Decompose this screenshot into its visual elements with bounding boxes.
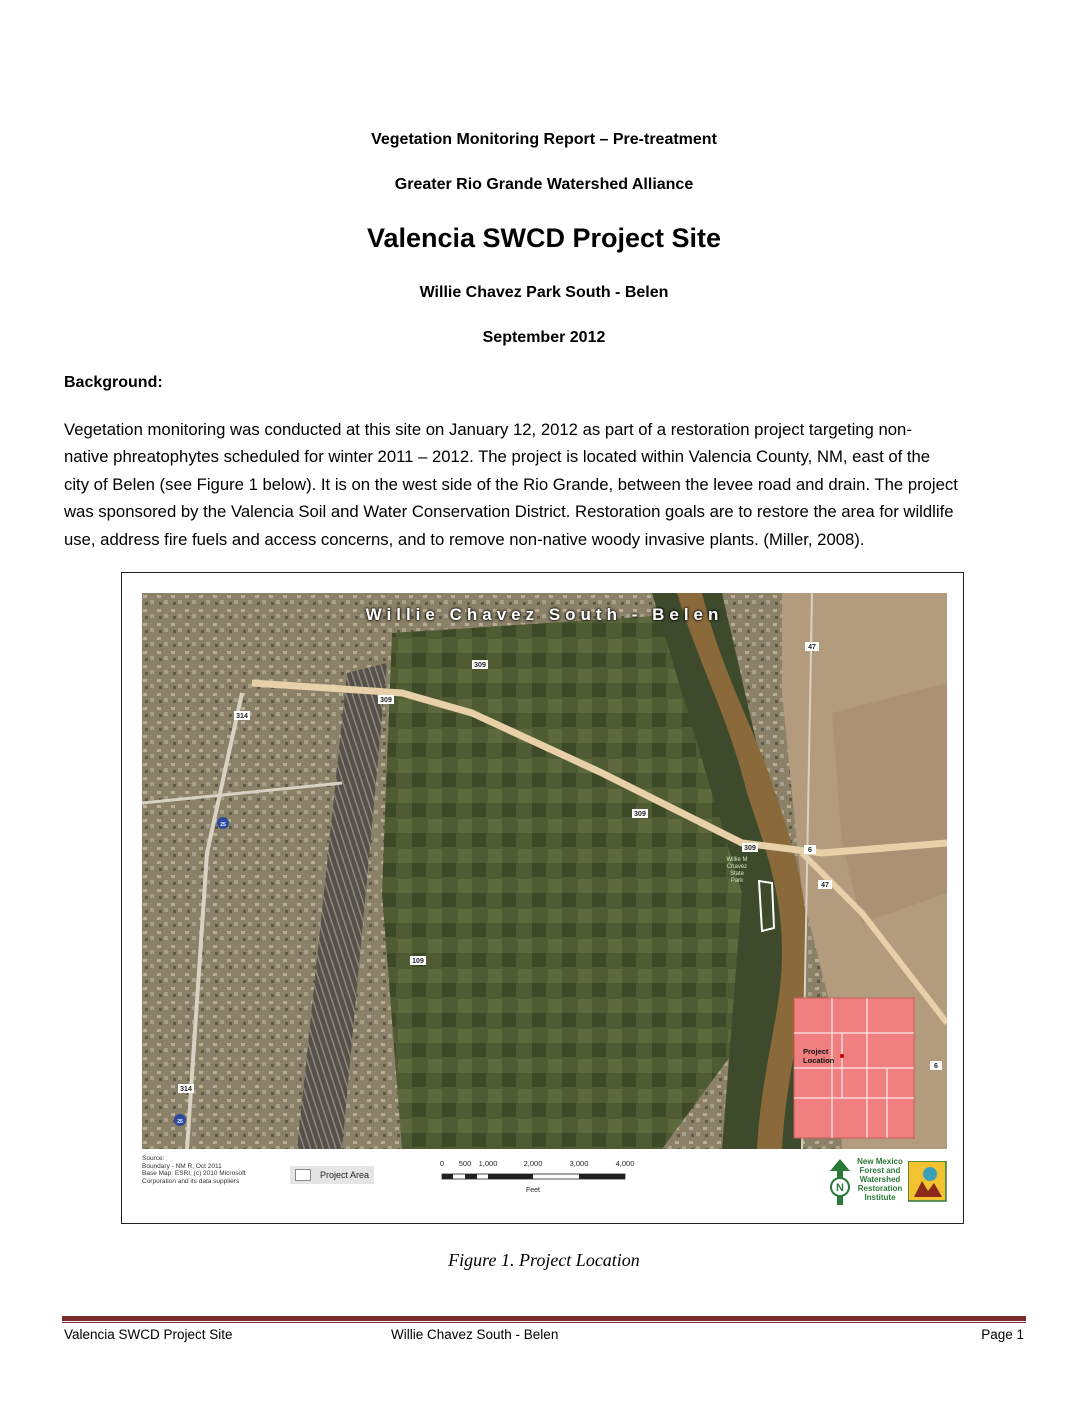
road-label: 47 xyxy=(808,644,816,651)
site-subtitle: Willie Chavez Park South - Belen xyxy=(419,284,669,301)
report-title: Vegetation Monitoring Report – Pre-treatment xyxy=(371,131,717,148)
map-source-text: Source: Boundary - NM R, Oct 2011 Base Map: ESRI, (c) 2010 Microsoft Corporation and its data suppliers xyxy=(142,1155,246,1185)
new-mexico-inset xyxy=(794,998,914,1138)
aerial-map-graphic xyxy=(142,593,947,1149)
scale-tick-label: 4,000 xyxy=(615,1159,635,1168)
logo-text-line: Institute xyxy=(864,1193,896,1202)
scale-tick-label: 500 xyxy=(458,1159,472,1168)
park-label: Chavez xyxy=(726,864,748,870)
scale-tick-label: 0 xyxy=(439,1159,445,1168)
map-title: Willie Chavez South - Belen xyxy=(365,605,724,624)
scale-unit-label: Feet xyxy=(526,1187,541,1194)
paragraph-line: native phreatophytes scheduled for winter 2011 – 2012. The project is located within Valencia County, NM, east of the xyxy=(64,447,931,467)
road-label: 309 xyxy=(380,697,392,704)
report-date: September 2012 xyxy=(482,329,606,346)
road-label: 109 xyxy=(412,958,424,965)
road-label: 309 xyxy=(474,662,486,669)
park-label: Willie M xyxy=(726,857,748,863)
footer-rule xyxy=(62,1316,1026,1321)
road-label: 309 xyxy=(634,811,646,818)
scale-tick-label: 1,000 xyxy=(478,1159,498,1168)
road-label: 25 xyxy=(220,822,226,828)
background-heading: Background: xyxy=(64,374,163,391)
aerial-map xyxy=(142,593,947,1149)
footer-rule-thin xyxy=(62,1322,1026,1323)
road-label: 6 xyxy=(934,1063,938,1070)
logo-text-line: Forest and xyxy=(859,1166,901,1175)
paragraph-line: city of Belen (see Figure 1 below). It is on the west side of the Rio Grande, between the levee road and drain. The project xyxy=(64,474,958,494)
background-paragraph xyxy=(64,416,1028,553)
paragraph-line: use, address fire fuels and access concerns, and to remove non-native woody invasive plants. (Miller, 2008). xyxy=(64,529,865,549)
figure-caption: Figure 1. Project Location xyxy=(448,1250,640,1270)
road-label: 25 xyxy=(177,1119,183,1125)
organization-name: Greater Rio Grande Watershed Alliance xyxy=(394,176,694,193)
logo-text-line: Watershed xyxy=(859,1175,901,1184)
project-area-swatch xyxy=(295,1169,311,1181)
road-label: 6 xyxy=(808,847,812,854)
footer-page-number: Page 1 xyxy=(981,1327,1024,1342)
road-label: 314 xyxy=(180,1086,192,1093)
map-legend-area xyxy=(142,1151,947,1213)
paragraph-line: was sponsored by the Valencia Soil and Water Conservation District. Restoration goals are to restore the area for wildlife xyxy=(64,502,954,522)
logo-text-line: New Mexico xyxy=(857,1157,903,1166)
scale-tick-label: 3,000 xyxy=(569,1159,589,1168)
site-title: Valencia SWCD Project Site xyxy=(366,223,722,253)
logo-text-line: Restoration xyxy=(857,1184,903,1193)
scale-tick-label: 2,000 xyxy=(523,1159,543,1168)
park-label: Park xyxy=(730,878,744,884)
park-label: State xyxy=(729,871,745,877)
forest-arrow-icon xyxy=(828,1159,852,1207)
project-area-legend-label: Project Area xyxy=(320,1170,370,1180)
paragraph-line: Vegetation monitoring was conducted at this site on January 12, 2012 as part of a restoration project targeting non- xyxy=(64,420,912,439)
road-label: 314 xyxy=(236,713,248,720)
nmfwri-logo xyxy=(828,1157,948,1209)
road-label: 309 xyxy=(744,845,756,852)
project-area-legend xyxy=(290,1166,374,1184)
logo-text xyxy=(854,1157,906,1202)
new-mexico-logo-icon xyxy=(908,1161,948,1203)
footer-left: Valencia SWCD Project Site xyxy=(64,1327,233,1342)
footer-center: Willie Chavez South - Belen xyxy=(391,1327,559,1342)
inset-label: Location xyxy=(803,1056,835,1065)
svg-text:N: N xyxy=(836,1182,844,1194)
road-label: 47 xyxy=(821,882,829,889)
scale-bar xyxy=(438,1159,638,1199)
scale-bar-graphic xyxy=(438,1171,638,1185)
inset-label: Project xyxy=(803,1047,829,1056)
